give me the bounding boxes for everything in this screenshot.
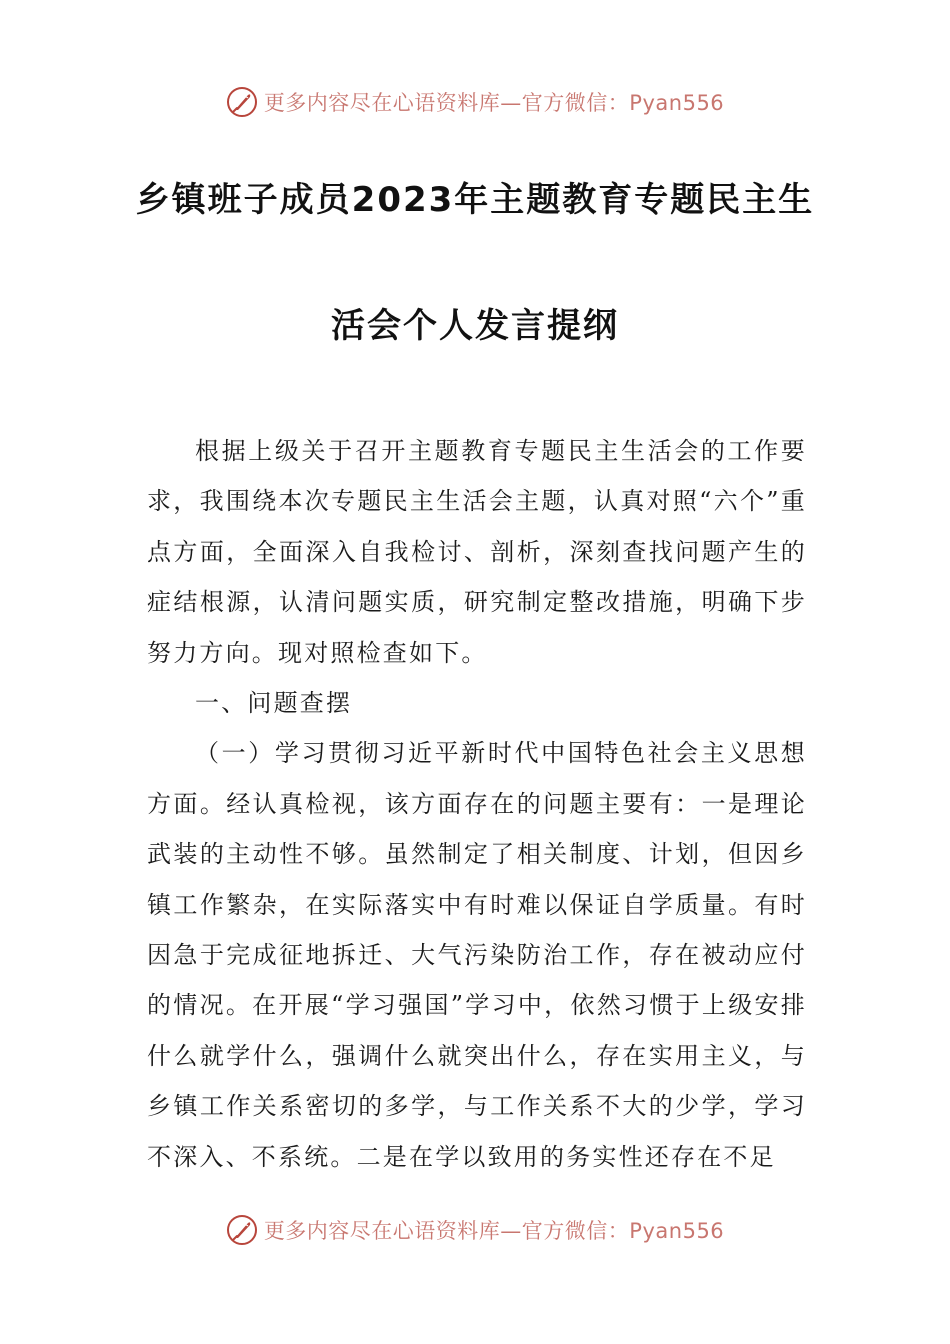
watermark-text: 更多内容尽在心语资料库—官方微信：Pyan556 [263, 1219, 725, 1243]
watermark-banner-top [0, 82, 950, 122]
document-body [147, 426, 807, 1182]
body-paragraph: （一）学习贯彻习近平新时代中国特色社会主义思想方面。经认真检视，该方面存在的问题主要有：一是理论武装的主动性不够。虽然制定了相关制度、计划，但因乡镇工作繁杂，在实际落实中有时难以保证自学质量。有时因急于完成征地拆迁、大气污染防治工作，存在被动应付的情况。在开展“学习强国”学习中，依然习惯于上级安排什么就学什么，强调什么就突出什么，存在实用主义，与乡镇工作关系密切的多学，与工作关系不大的少学，学习不深入、不系统。二是在学以致用的务实性还存在不足 [147, 739, 807, 1171]
watermark-banner-bottom [0, 1210, 950, 1250]
document-title-line-1: 乡镇班子成员2023年主题教育专题民主生 [135, 180, 815, 220]
section-heading: 一、问题查摆 [195, 689, 353, 718]
quill-logo-icon [226, 1214, 258, 1246]
intro-paragraph: 根据上级关于召开主题教育专题民主生活会的工作要求，我围绕本次专题民主生活会主题，认真对照“六个”重点方面，全面深入自我检讨、剖析，深刻查找问题产生的症结根源，认清问题实质，研究制定整改措施，明确下步努力方向。现对照检查如下。 [147, 437, 807, 667]
document-title-line-2: 活会个人发言提纲 [331, 306, 619, 346]
watermark-text: 更多内容尽在心语资料库—官方微信：Pyan556 [263, 91, 725, 115]
quill-logo-icon [226, 86, 258, 118]
